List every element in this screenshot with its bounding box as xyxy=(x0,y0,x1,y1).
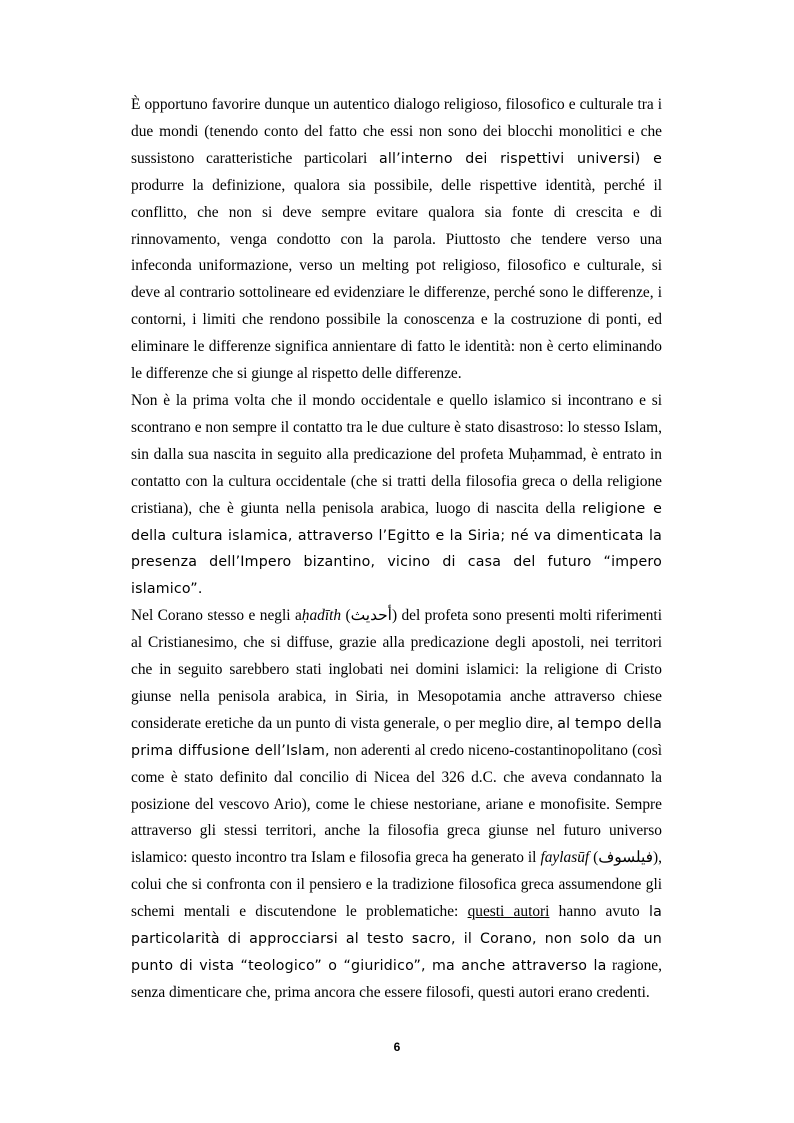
paragraph-3-text-e: (فيلسوف), colui che si confronta con il pensiero e la tradizione filosofica greca assumendone gli schemi mentali e discutendone le problematiche: xyxy=(131,849,662,921)
page-number: 6 xyxy=(393,1040,401,1054)
paragraph-2 xyxy=(131,388,662,603)
paragraph-3-text-d: non aderenti al credo niceno-costantinopolitano (così come è stato definito dal concilio di Nicea del 326 d.C. che aveva condannato la posizione del vescovo Ario), come le chiese nestoriane, ariane e monofisite. Sempre attraverso gli stessi territori, anche la filosofia greca giunse nel futuro universo islamico: questo incontro tra Islam e filosofia greca ha generato il xyxy=(131,741,663,867)
underlined-questi-autori: questi autori xyxy=(467,903,550,921)
paragraph-1 xyxy=(131,92,662,388)
paragraph-3-text-a: Nel Corano stesso e negli a xyxy=(131,607,302,625)
paragraph-3-text-b: (أحديث) del profeta sono presenti molti riferimenti al Cristianesimo, che si diffuse, grazie alla predicazione degli apostoli, nei territori che in seguito sarebbero stati inglobati nei domini islamici: la religione di Cristo giunse nella penisola arabica, in Siria, in Mesopotamia anche attraverso chiese considerate eretiche da un punto di vista generale, o per meglio dire, xyxy=(131,607,662,732)
paragraph-3-text-f: hanno avuto xyxy=(549,903,649,921)
paragraph-3-text-c: al tempo della prima diffusione dell’Islam, xyxy=(131,715,662,759)
paragraph-1-text-b: all’interno dei rispettivi universi) e xyxy=(378,150,663,167)
paragraph-2-text-b: religione e della cultura islamica, attraverso l’Egitto e la Siria; né va dimenticata la presenza dell’Impero bizantino, vicino di casa del futuro “impero islamico”. xyxy=(131,500,662,598)
hadith-term: ḥadīth xyxy=(301,607,342,625)
faylasuf-term: faylasūf xyxy=(540,849,590,867)
document-body xyxy=(131,92,662,1007)
paragraph-1-text-a: È opportuno favorire dunque un autentico dialogo religioso, filosofico e culturale tra i due mondi (tenendo conto del fatto che essi non sono dei blocchi monolitici e che sussistono caratteristiche particolari xyxy=(131,96,662,167)
paragraph-2-text-a: Non è la prima volta che il mondo occidentale e quello islamico si incontrano e si scontrano e non sempre il contatto tra le due culture è stato disastroso: lo stesso Islam, sin dalla sua nascita in seguito alla predicazione del profeta Muḥammad, è entrato in contatto con la cultura occidentale (che si tratti della filosofia greca o della religione cristiana), che è giunta nella penisola arabica, luogo di nascita della xyxy=(131,391,662,517)
paragraph-3 xyxy=(131,603,662,1007)
paragraph-1-text-c: produrre la definizione, qualora sia possibile, delle rispettive identità, perché il conflitto, che non si deve sempre evitare qualora sia fonte di crescita e di rinnovamento, venga condotto con la parola. Piuttosto che tendere verso una infeconda uniformazione, verso un melting pot religioso, filosofico e culturale, si deve al contrario sottolineare ed evidenziare le differenze, perché sono le differenze, i contorni, i limiti che rendono possibile la conoscenza e la costruzione di ponti, ed eliminare le differenze significa annientare di fatto le identità: non è certo eliminando le differenze che si giunge al rispetto delle differenze. xyxy=(131,176,662,383)
paragraph-3-text-g: la particolarità di approcciarsi al testo sacro, il Corano, non solo da un punto di vista “teologico” o “giuridico”, ma anche attraverso la xyxy=(131,904,662,974)
paragraph-3-text-h: ragione, senza dimenticare che, prima ancora che essere filosofi, questi autori erano credenti. xyxy=(131,957,662,1001)
